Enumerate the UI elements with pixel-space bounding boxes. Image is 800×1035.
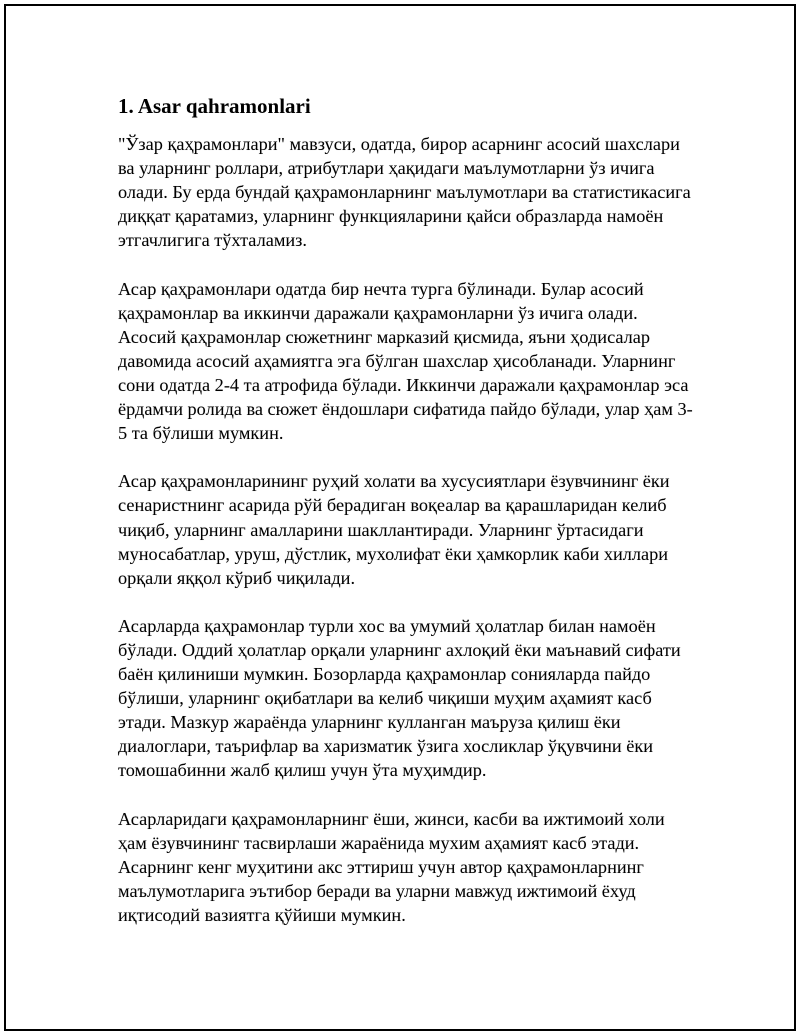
paragraph-1: "Ўзар қаҳрамонлари" мавзуси, одатда, бирор асарнинг асосий шахслари ва уларнинг роллари, атрибутлари ҳақидаги маълумотларни ўз ичига олади. Бу ерда бундай қаҳрамонларнинг маълумотлари ва статистикасига диққат қаратамиз, уларнинг функцияларини қайси образларда намоён этгачлигига тўхталамиз.: [118, 134, 691, 251]
document-title: 1. Asar qahramonlari: [118, 94, 311, 118]
paragraph-5: Асарларидаги қаҳрамонларнинг ёши, жинси, касби ва ижтимоий холи ҳам ёзувчининг тасвирлаши жараёнида мухим аҳамият касб этади. Асарнинг кенг муҳитини акс эттириш учун автор қаҳрамонларнинг маълумотларига эътибор беради ва уларни мавжуд ижтимоий ёхуд иқтисодий вазиятга қўйиши мумкин.: [118, 808, 665, 925]
paragraph-3: Асар қаҳрамонларининг руҳий холати ва хусусиятлари ёзувчининг ёки сенаристнинг асарида рўй берадиган воқеалар ва қарашларидан келиб чиқиб, уларнинг амалларини шакллантиради. Уларнинг ўртасидаги муносабатлар, уруш, дўстлик, мухолифат ёки ҳамкорлик каби хиллари орқали яққол кўриб чиқилади.: [118, 471, 670, 588]
document-body: [118, 92, 698, 951]
paragraph-2: Асар қаҳрамонлари одатда бир нечта турга бўлинади. Булар асосий қаҳрамонлар ва иккинчи даражали қаҳрамонларни ўз ичига олади. Асосий қаҳрамонлар сюжетнинг марказий қисмида, яъни ҳодисалар давомида асосий аҳамиятга эга бўлган шахслар ҳисобланади. Уларнинг сони одатда 2-4 та атрофида бўлади. Иккинчи даражали қаҳрамонлар эса ёрдамчи ролида ва сюжет ёндошлари сифатида пайдо бўлади, улар ҳам 3-5 та бўлиши мумкин.: [118, 278, 693, 444]
paragraph-4: Асарларда қаҳрамонлар турли хос ва умумий ҳолатлар билан намоён бўлади. Оддий ҳолатлар орқали уларнинг ахлоқий ёки маънавий сифати баён қилиниши мумкин. Бозорларда қаҳрамонлар сонияларда пайдо бўлиши, уларнинг оқибатлари ва келиб чиқиши муҳим аҳамият касб этади. Мазкур жараёнда уларнинг кулланган маъруза қилиш ёки диалоглари, таърифлар ва харизматик ўзига хосликлар ўқувчини ёки томошабинни жалб қилиш учун ўта муҳимдир.: [118, 615, 681, 781]
